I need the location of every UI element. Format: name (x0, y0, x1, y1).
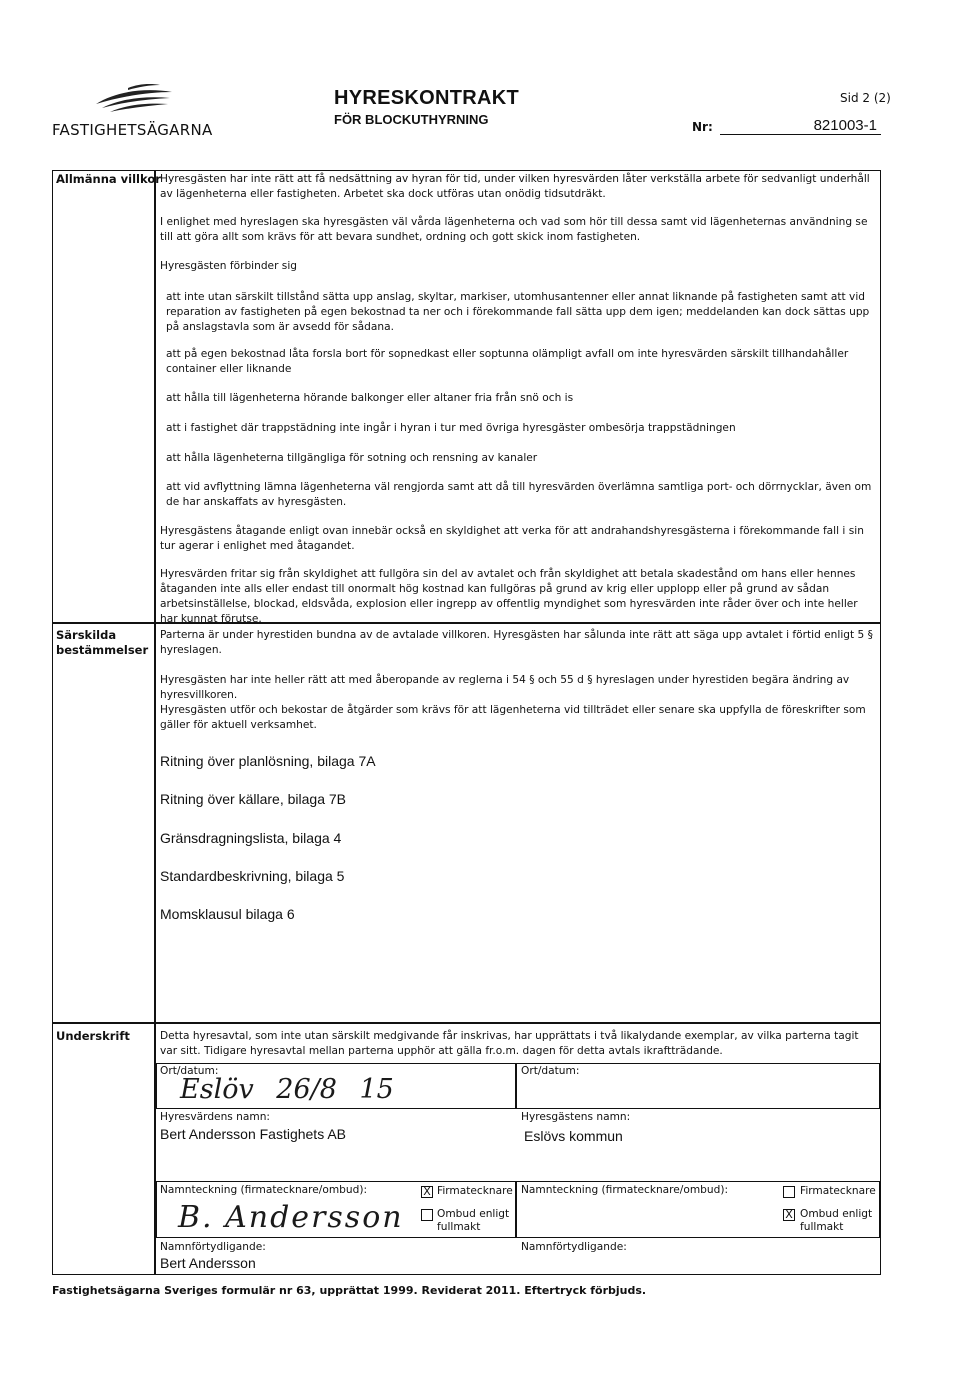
landlord-signature: B. Andersson (178, 1200, 404, 1235)
tenant-firm-label: Firmatecknare (800, 1185, 876, 1197)
document-subtitle: FÖR BLOCKUTHYRNING (334, 112, 489, 127)
tenant-clarification-label: Namnförtydligande: (521, 1241, 627, 1253)
column-divider (154, 170, 156, 1275)
special-paragraph-2: Hyresgästen har inte heller rätt att med åberopande av reglerna i 54 § och 55 d § hyreslagen under hyrestiden begära ändring av hyresvillkoren. (160, 674, 850, 701)
section-label-special-line1: Särskilda (56, 628, 117, 642)
contract-number-label: Nr: (692, 120, 713, 134)
signature-intro: Detta hyresavtal, som inte utan särskilt medgivande får inskrivas, har upprättats i två likalydande exemplar, av vilka parterna tagit var sitt. Tidigare hyresavtal mellan parterna upphör att gälla fr.o.m. dagen för detta avtals ikraftträdande. (160, 1030, 859, 1057)
special-paragraph-1: Parterna är under hyrestiden bundna av de avtalade villkoren. Hyresgästen har sålunda inte rätt att säga upp avtalet i förtid enligt 5 § hyreslagen. (160, 629, 873, 656)
general-paragraph-5: Hyresvärden fritar sig från skyldighet att fullgöra sin del av avtalet och från skyldighet att betala skadestånd om hans eller hennes åtaganden inte alls eller endast till onormalt hög kostnad kan fullgöras på grund av krig eller upplopp eller på grund av sådan arbetsinställelse, blockad, eldsvåda, explosion eller ingrepp av offentlig myndighet som hyresvärden inte råder över och inte heller har kunnat förutse. (160, 568, 858, 625)
tenant-place-date-label: Ort/datum: (521, 1065, 580, 1077)
landlord-firm-label: Firmatecknare (437, 1185, 513, 1197)
obligation-item: att hålla lägenheterna tillgängliga för sotning och rensning av kanaler (166, 452, 538, 464)
obligation-item: att på egen bekostnad låta forsla bort för sopnedkast eller soptunna olämpligt avfall om inte hyresvärden särskilt tillhandahåller container eller liknande (166, 348, 849, 375)
tenant-name: Eslövs kommun (524, 1128, 623, 1144)
page-number: Sid 2 (2) (840, 91, 891, 105)
org-name: FASTIGHETSÄGARNA (52, 121, 213, 139)
landlord-agent-checkbox[interactable] (421, 1209, 433, 1221)
general-paragraph-1: Hyresgästen har inte rätt att få nedsättning av hyran för tid, under vilken hyresvärden låter verkställa arbete för sedvanligt underhåll av lägenheterna eller fastigheten. Arbetet ska dock utföras utan onödig tidsutdräkt. (160, 173, 870, 200)
landlord-signature-label: Namnteckning (firmatecknare/ombud): (160, 1184, 368, 1196)
fastighetsagarna-logo (88, 80, 178, 116)
document-title: HYRESKONTRAKT (334, 87, 520, 109)
contract-number: 821003-1 (720, 117, 881, 135)
tenant-firm-checkbox[interactable] (783, 1186, 795, 1198)
section-label-special (56, 628, 148, 658)
special-paragraph-3: Hyresgästen utför och bekostar de åtgärder som krävs för att lägenheterna vid tillträdet eller senare ska uppfylla de föreskrifter som gäller för aktuell verksamhet. (160, 704, 866, 731)
section-label-signature: Underskrift (56, 1029, 130, 1043)
landlord-clarification: Bert Andersson (160, 1255, 256, 1271)
section-divider-signature (52, 1022, 881, 1024)
attachment-item: Momsklausul bilaga 6 (160, 906, 295, 922)
tenant-agent-label: Ombud enligt fullmakt (800, 1208, 873, 1233)
landlord-agent-label: Ombud enligt fullmakt (437, 1208, 510, 1233)
section-label-general: Allmänna villkor (56, 172, 161, 186)
obligation-item: att i fastighet där trappstädning inte ingår i hyran i tur med övriga hyresgäster ombesörja trappstädningen (166, 422, 736, 434)
obligation-item: att inte utan särskilt tillstånd sätta upp anslag, skyltar, markiser, utomhusantenner eller annat liknande på fastigheten samt att vid reparation av fastigheten på egen bekostnad ta ner och i förekommande fall sätta upp dem igen; meddelanden kan dock sättas upp på anslagstavla som är avsedd för sådana. (166, 291, 870, 333)
obligation-item: att vid avflyttning lämna lägenheterna väl rengjorda samt att då till hyresvärden överlämna samtliga port- och dörrnycklar, även om de har anskaffats av hyresgästen. (166, 481, 872, 508)
attachment-item: Gränsdragningslista, bilaga 4 (160, 830, 342, 846)
general-paragraph-3: Hyresgästen förbinder sig (160, 260, 297, 272)
form-footer: Fastighetsägarna Sveriges formulär nr 63, upprättat 1999. Reviderat 2011. Eftertryck förbjuds. (52, 1284, 647, 1297)
attachment-item: Ritning över planlösning, bilaga 7A (160, 753, 376, 769)
landlord-place-date-label: Ort/datum: (160, 1065, 219, 1077)
tenant-signature-label: Namnteckning (firmatecknare/ombud): (521, 1184, 729, 1196)
landlord-clarification-label: Namnförtydligande: (160, 1241, 266, 1253)
general-paragraph-2: I enlighet med hyreslagen ska hyresgästen väl vårda lägenheterna och vad som hör till dessa samt vid lägenheternas användning se till att göra allt som krävs för att bevara sundhet, ordning och gott skick inom fastigheten. (160, 216, 868, 243)
general-paragraph-4: Hyresgästens åtagande enligt ovan innebär också en skyldighet att verka för att andrahandshyresgästerna i förekommande fall i sin tur agerar i enlighet med åtagandet. (160, 525, 864, 552)
landlord-name-label: Hyresvärdens namn: (160, 1111, 270, 1123)
obligation-item: att hålla till lägenheterna hörande balkonger eller altaner fria från snö och is (166, 392, 574, 404)
landlord-firm-checkbox[interactable]: X (421, 1186, 433, 1198)
tenant-agent-checkbox[interactable]: X (783, 1209, 795, 1221)
landlord-name: Bert Andersson Fastighets AB (160, 1126, 346, 1142)
landlord-place-date-handwritten: Eslöv 26/8 15 (180, 1074, 394, 1105)
section-label-special-line2: bestämmelser (56, 643, 149, 657)
tenant-name-label: Hyresgästens namn: (521, 1111, 631, 1123)
attachment-item: Standardbeskrivning, bilaga 5 (160, 868, 345, 884)
attachment-item: Ritning över källare, bilaga 7B (160, 791, 346, 807)
